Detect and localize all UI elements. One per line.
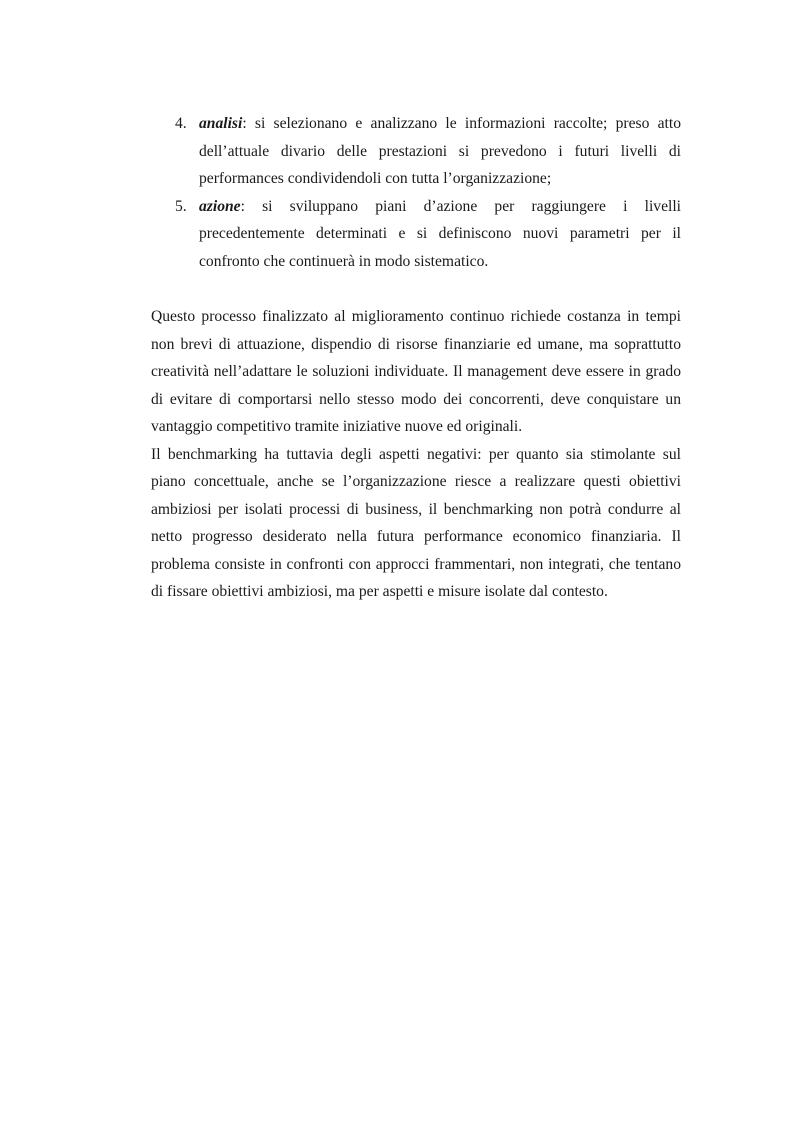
body-paragraph: Il benchmarking ha tuttavia degli aspetti negativi: per quanto sia stimolante sul piano concettuale, anche se l’organizzazione riesce a realizzare questi obiettivi ambiziosi per isolati processi di business, il benchmarking non potrà condurre al netto progresso desiderato nella futura performance economico finanziaria. Il problema consiste in confronti con approcci frammentari, non integrati, che tentano di fissare obiettivi ambiziosi, ma per aspetti e misure isolate dal contesto. xyxy=(151,445,681,600)
list-item-text: : si selezionano e analizzano le informazioni raccolte; preso atto dell’attuale divario delle prestazioni si prevedono i futuri livelli di performances condividendoli con tutta l’organizzazione; xyxy=(199,115,681,187)
body-paragraph: Questo processo finalizzato al miglioramento continuo richiede costanza in tempi non brevi di attuazione, dispendio di risorse finanziarie ed umane, ma soprattutto creatività nell’adattare le soluzioni individuate. Il management deve essere in grado di evitare di comportarsi nello stesso modo dei concorrenti, deve conquistare un vantaggio competitivo tramite iniziative nuove ed originali. xyxy=(151,308,681,435)
list-item-number: 5. xyxy=(175,197,187,215)
list-item xyxy=(151,110,681,193)
list-item-number: 4. xyxy=(175,115,187,132)
list-item-text: : si sviluppano piani d’azione per raggiungere i livelli precedentemente determinati e si definiscono nuovi parametri per il confronto che continuerà in modo sistematico. xyxy=(199,197,681,270)
numbered-list xyxy=(151,110,681,275)
list-item-term: azione xyxy=(199,197,241,215)
list-item xyxy=(151,193,681,276)
list-item-term: analisi xyxy=(199,115,243,132)
document-page xyxy=(151,110,681,606)
